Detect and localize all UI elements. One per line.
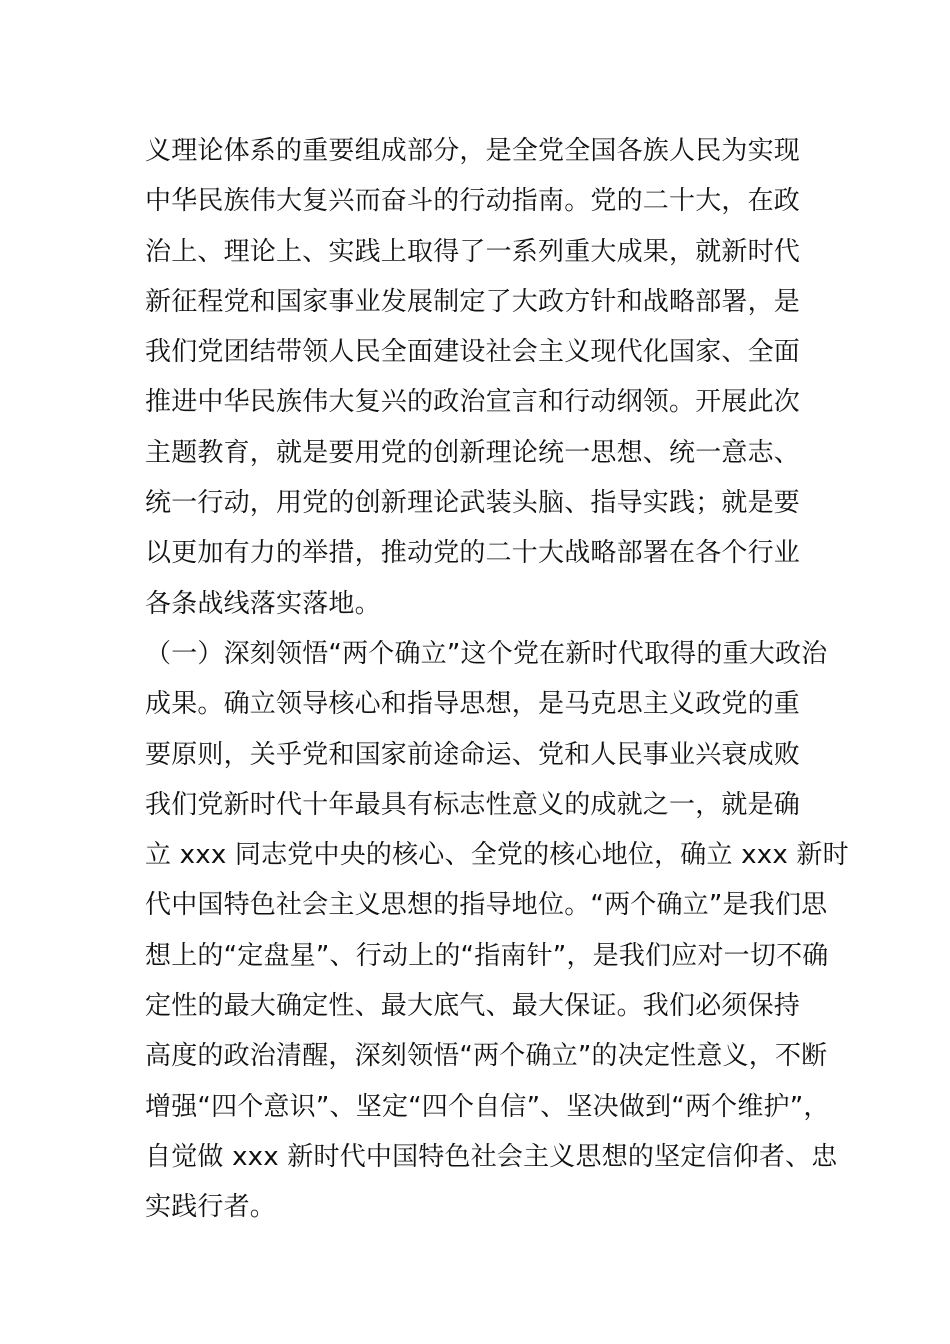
text-line: 推进中华民族伟大复兴的政治宣言和行动纲领。开展此次 (145, 387, 801, 418)
text-line: 想上的“定盘星”、行动上的“指南针”，是我们应对一切不确 (145, 940, 829, 971)
text-line: 主题教育，就是要用党的创新理论统一思想、统一意志、 (145, 437, 801, 468)
text-line: 高度的政治清醒，深刻领悟“两个确立”的决定性意义，不断 (145, 1041, 828, 1072)
text-line: 各条战线落实落地。 (145, 588, 381, 619)
text-line: 义理论体系的重要组成部分，是全党全国各族人民为实现 (145, 136, 801, 166)
text-line: 要原则，关乎党和国家前途命运、党和人民事业兴衰成败 (145, 739, 801, 770)
text-line: 我们党团结带领人民全面建设社会主义现代化国家、全面 (145, 337, 801, 368)
section-heading-line: （一）深刻领悟“两个确立”这个党在新时代取得的重大政治 (145, 638, 828, 669)
text-line: 以更加有力的举措，推动党的二十大战略部署在各个行业 (145, 538, 801, 569)
text-line: 统一行动，用党的创新理论武装头脑、指导实践；就是要 (145, 488, 801, 519)
text-line: 成果。确立领导核心和指导思想，是马克思主义政党的重 (145, 689, 801, 720)
text-line: 治上、理论上、实践上取得了一系列重大成果，就新时代 (145, 236, 801, 267)
text-line: 立 xxx 同志党中央的核心、全党的核心地位，确立 xxx 新时 (145, 840, 849, 871)
text-line: 实践行者。 (145, 1192, 277, 1223)
text-line: 新征程党和国家事业发展制定了大政方针和战略部署，是 (145, 286, 801, 317)
text-line: 自觉做 xxx 新时代中国特色社会主义思想的坚定信仰者、忠 (145, 1141, 838, 1172)
document-body (145, 126, 849, 1233)
text-line: 增强“四个意识”、坚定“四个自信”、坚决做到“两个维护”， (145, 1091, 830, 1122)
text-line: 中华民族伟大复兴而奋斗的行动指南。党的二十大，在政 (145, 186, 801, 217)
text-line: 我们党新时代十年最具有标志性意义的成就之一，就是确 (145, 789, 801, 820)
text-line: 定性的最大确定性、最大底气、最大保证。我们必须保持 (145, 991, 801, 1022)
text-line: 代中国特色社会主义思想的指导地位。“两个确立”是我们思 (145, 890, 828, 921)
